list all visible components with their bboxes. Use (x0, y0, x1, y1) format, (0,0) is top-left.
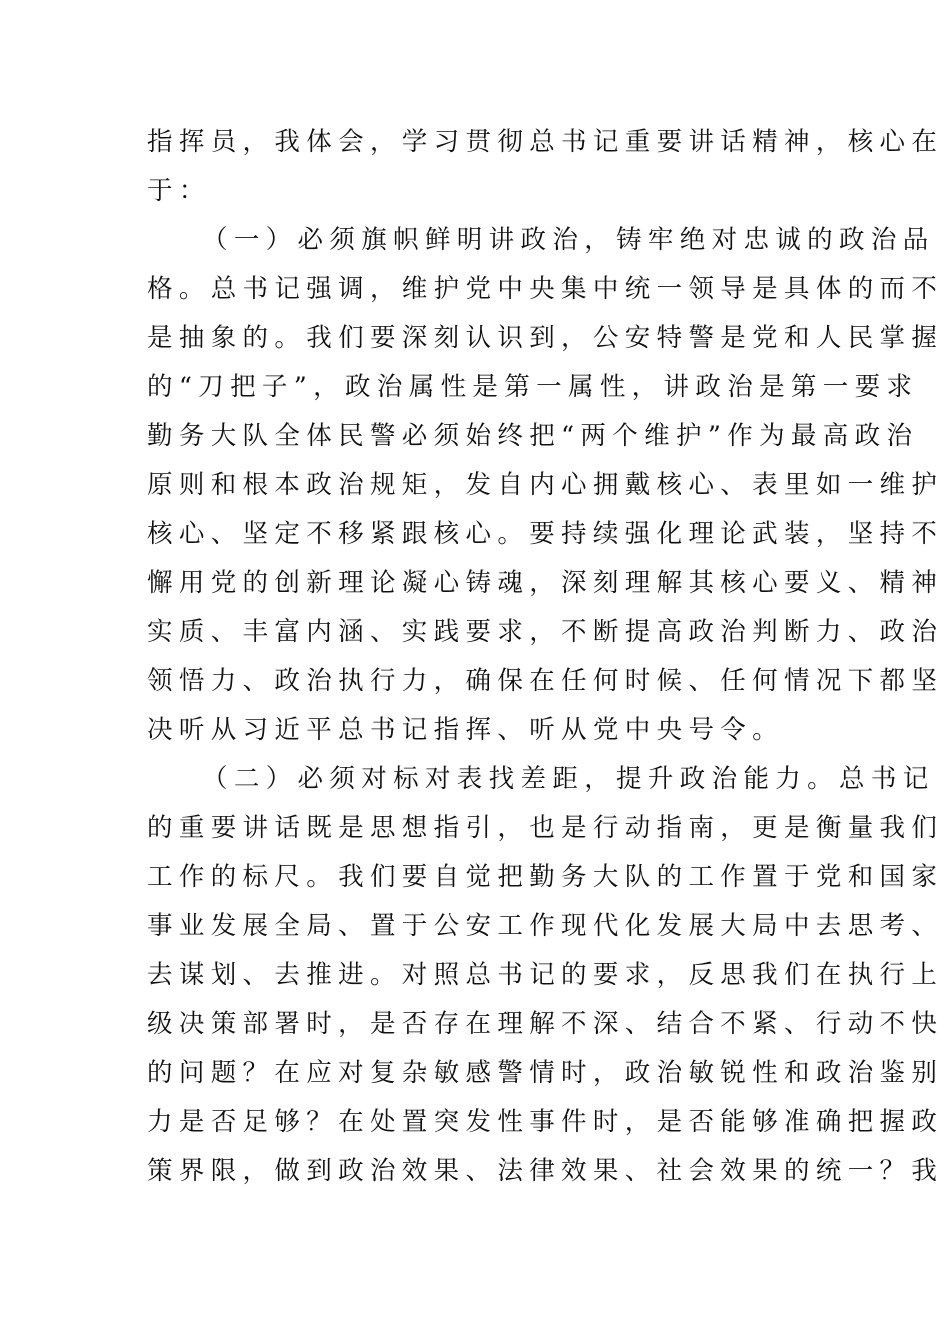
text-line: 决听从习近平总书记指挥、听从党中央号令。 (147, 715, 785, 745)
text-line: 是抽象的。我们要深刻认识到，公安特警是党和人民掌握 (147, 323, 944, 353)
text-line: 策界限，做到政治效果、法律效果、社会效果的统一？我 (147, 1156, 944, 1186)
text-line: 勤务大队全体民警必须始终把“两个维护”作为最高政治 (147, 421, 919, 451)
text-line: 懈用党的创新理论凝心铸魂，深刻理解其核心要义、精神 (147, 568, 944, 598)
text-line: 于： (147, 176, 211, 206)
text-line: 的重要讲话既是思想指引，也是行动指南，更是衡量我们 (147, 813, 944, 843)
text-line: 的问题？在应对复杂敏感警情时，政治敏锐性和政治鉴别 (147, 1058, 944, 1088)
text-line: 级决策部署时，是否存在理解不深、结合不紧、行动不快 (147, 1009, 944, 1039)
text-line: 的“刀把子”，政治属性是第一属性，讲政治是第一要求 (147, 372, 919, 402)
text-line: 领悟力、政治执行力，确保在任何时候、任何情况下都坚 (147, 666, 944, 696)
text-line: 事业发展全局、置于公安工作现代化发展大局中去思考、 (147, 911, 944, 941)
text-line: 核心、坚定不移紧跟核心。要持续强化理论武装，坚持不 (147, 519, 944, 549)
section-heading-2: （二）必须对标对表找差距，提升政治能力。总书记 (202, 764, 935, 794)
section-heading-1: （一）必须旗帜鲜明讲政治，铸牢绝对忠诚的政治品 (202, 225, 935, 255)
text-line: 去谋划、去推进。对照总书记的要求，反思我们在执行上 (147, 960, 944, 990)
text-line: 指挥员，我体会，学习贯彻总书记重要讲话精神，核心在 (147, 127, 944, 157)
document-body (147, 118, 944, 1196)
text-line: 工作的标尺。我们要自觉把勤务大队的工作置于党和国家 (147, 862, 944, 892)
text-line: 实质、丰富内涵、实践要求，不断提高政治判断力、政治 (147, 617, 944, 647)
text-line: 格。总书记强调，维护党中央集中统一领导是具体的而不 (147, 274, 944, 304)
text-line: 原则和根本政治规矩，发自内心拥戴核心、表里如一维护 (147, 470, 944, 500)
text-line: 力是否足够？在处置突发性事件时，是否能够准确把握政 (147, 1107, 944, 1137)
